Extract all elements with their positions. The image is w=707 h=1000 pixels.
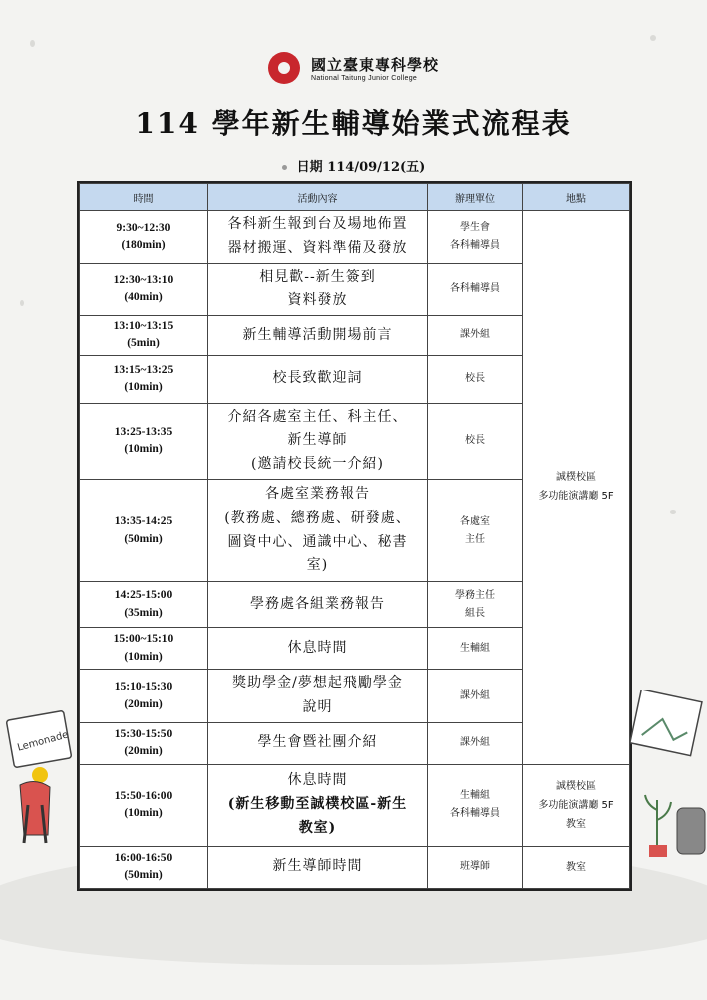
location-cell: 誠樸校區 多功能演講廳 5F (523, 211, 630, 765)
unit-cell: 各科輔導員 (428, 263, 523, 316)
unit-cell: 學務主任 組長 (428, 582, 523, 628)
unit-cell: 課外組 (428, 722, 523, 764)
lemonade-sign-text: Lemonade (16, 729, 70, 754)
time-cell: 15:50-16:00 (10min) (80, 764, 208, 846)
activity-cell: 相見歡--新生簽到 資料發放 (208, 263, 428, 316)
location-cell: 教室 (523, 846, 630, 888)
time-cell: 16:00-16:50 (50min) (80, 846, 208, 888)
bullet-icon (282, 165, 287, 170)
table-row (80, 211, 630, 264)
time-cell: 9:30~12:30 (180min) (80, 211, 208, 264)
school-header (0, 52, 707, 84)
time-cell: 13:10~13:15 (5min) (80, 316, 208, 356)
unit-cell: 課外組 (428, 316, 523, 356)
school-logo-icon (268, 52, 300, 84)
unit-cell: 校長 (428, 403, 523, 479)
unit-cell: 課外組 (428, 670, 523, 723)
lemonade-stand-illustration (0, 705, 80, 845)
location-cell: 誠樸校區 多功能演講廳 5F 教室 (523, 764, 630, 846)
time-cell: 13:15~13:25 (10min) (80, 355, 208, 403)
table-row (80, 764, 630, 846)
time-cell: 15:00~15:10 (10min) (80, 628, 208, 670)
col-header-location: 地點 (523, 184, 630, 211)
time-cell: 15:30-15:50 (20min) (80, 722, 208, 764)
col-header-time: 時間 (80, 184, 208, 211)
time-cell: 13:35-14:25 (50min) (80, 480, 208, 582)
time-cell: 12:30~13:10 (40min) (80, 263, 208, 316)
activity-cell: 獎助學金/夢想起飛勵學金 說明 (208, 670, 428, 723)
time-cell: 14:25-15:00 (35min) (80, 582, 208, 628)
table-header-row (80, 184, 630, 211)
school-name: 國立臺東專科學校 (311, 56, 440, 74)
col-header-unit: 辦理單位 (428, 184, 523, 211)
unit-cell: 生輔組 各科輔導員 (428, 764, 523, 846)
activity-cell: 新生輔導活動開場前言 (208, 316, 428, 356)
picture-frame-illustration (627, 690, 707, 860)
activity-cell: 校長致歡迎詞 (208, 355, 428, 403)
activity-cell: 休息時間 (新生移動至誠樸校區-新生 教室) (208, 764, 428, 846)
unit-cell: 班導師 (428, 846, 523, 888)
unit-cell: 生輔組 (428, 628, 523, 670)
table-row (80, 846, 630, 888)
activity-cell: 休息時間 (208, 628, 428, 670)
unit-cell: 各處室 主任 (428, 480, 523, 582)
activity-cell: 學務處各組業務報告 (208, 582, 428, 628)
unit-cell: 學生會 各科輔導員 (428, 211, 523, 264)
time-cell: 13:25-13:35 (10min) (80, 403, 208, 479)
activity-cell: 介紹各處室主任、科主任、 新生導師 (邀請校長統一介紹) (208, 403, 428, 479)
col-header-activity: 活動內容 (208, 184, 428, 211)
activity-cell: 各科新生報到台及場地佈置 器材搬運、資料準備及發放 (208, 211, 428, 264)
unit-cell: 校長 (428, 355, 523, 403)
activity-cell: 各處室業務報告 (教務處、總務處、研發處、 圖資中心、通識中心、秘書 室) (208, 480, 428, 582)
activity-cell: 新生導師時間 (208, 846, 428, 888)
event-date: 日期 114/09/12(五) (0, 156, 707, 175)
schedule-table (77, 181, 632, 891)
page-title: 114 學年新生輔導始業式流程表 (135, 107, 572, 140)
activity-cell: 學生會暨社團介紹 (208, 722, 428, 764)
time-cell: 15:10-15:30 (20min) (80, 670, 208, 723)
school-name-en: National Taitung Junior College (311, 75, 418, 82)
